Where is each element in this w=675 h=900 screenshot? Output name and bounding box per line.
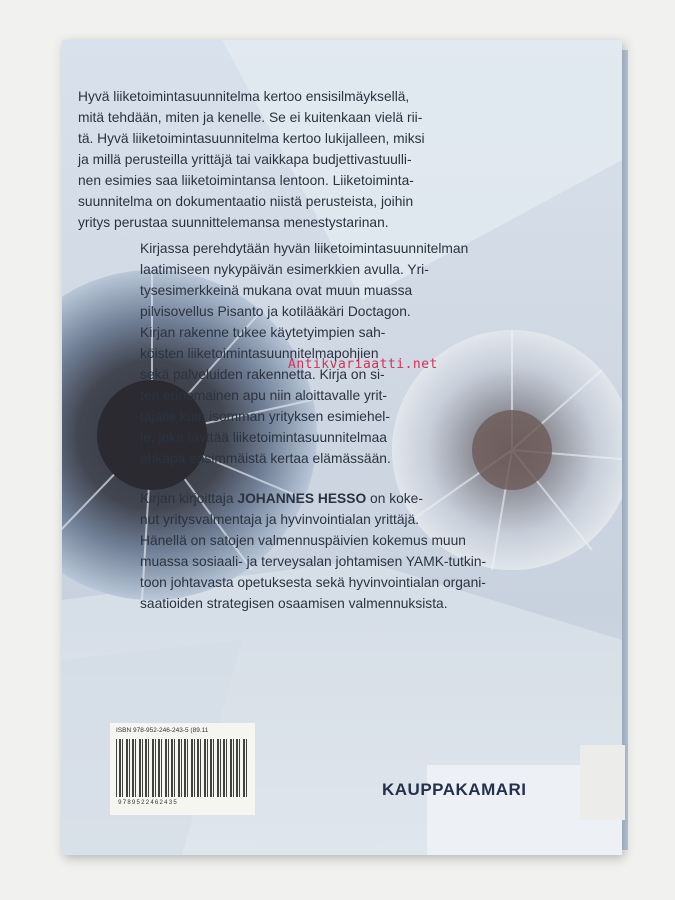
text-line: sekä palveluiden rakennetta. Kirja on si- — [140, 367, 385, 382]
author-intro-end: on koke- — [366, 491, 423, 506]
publisher-logo: KAUPPAKAMARI — [382, 780, 527, 799]
text-line: tä. Hyvä liiketoimintasuunnitelma kertoo lukijalleen, miksi — [78, 131, 425, 146]
text-line: ehkäpä ensimmäistä kertaa elämässään. — [140, 451, 391, 466]
text-line: Kirjassa perehdytään hyvän liiketoimintasuunnitelman — [140, 241, 469, 256]
text-line: laatimiseen nykypäivän esimerkkien avulla. Yri- — [140, 262, 429, 277]
author-name: JOHANNES HESSO — [237, 491, 367, 506]
text-line: nut yritysvalmentaja ja hyvinvointialan yrittäjä. — [140, 512, 420, 527]
isbn-text: ISBN 978-952-246-243-5 (89.11 — [116, 727, 209, 734]
author-paragraph — [140, 488, 486, 614]
text-line: ten erinomainen apu niin aloittavalle yrit- — [140, 388, 387, 403]
author-intro: Kirjan kirjoittaja — [140, 491, 238, 506]
barcode — [116, 739, 248, 797]
text-line — [140, 488, 486, 509]
text-line: yritys perustaa suunnittelemansa menestystarinan. — [78, 215, 389, 230]
barcode-digits: 9789522462435 — [118, 799, 178, 806]
text-line: nen esimies saa liiketoimintansa lentoon. Liiketoiminta- — [78, 173, 414, 188]
price-sticker — [580, 745, 625, 820]
text-line: muassa sosiaali- ja terveysalan johtamisen YAMK-tutkin- — [140, 554, 487, 569]
text-line: Kirjan rakenne tukee käytetyimpien sah- — [140, 325, 386, 340]
barcode-sticker — [110, 723, 255, 815]
text-line: suunnitelma on dokumentaatio niistä perusteista, joihin — [78, 194, 414, 209]
watermark: Antikvariaatti.net — [288, 357, 438, 372]
text-line: le, joka täyttää liiketoimintasuunnitelmaa — [140, 430, 387, 445]
intro-paragraph — [78, 86, 425, 233]
text-line: ja millä perusteilla yrittäjä tai vaikkapa budjettivastuulli- — [78, 152, 412, 167]
text-line: tysesimerkkeinä mukana ovat muun muassa — [140, 283, 413, 298]
text-line: saatioiden strategisen osaamisen valmennuksista. — [140, 596, 448, 611]
text-line: mitä tehdään, miten ja kenelle. Se ei kuitenkaan vielä rii- — [78, 110, 423, 125]
text-line: pilvisovellus Pisanto ja kotilääkäri Doctagon. — [140, 304, 411, 319]
text-line: köisten liiketoimintasuunnitelmapohjien — [140, 346, 379, 361]
content-paragraph — [140, 238, 468, 469]
text-line: Hyvä liiketoimintasuunnitelma kertoo ensisilmäyksellä, — [78, 89, 410, 104]
text-line: Hänellä on satojen valmennuspäivien kokemus muun — [140, 533, 466, 548]
text-line: toon johtavasta opetuksesta sekä hyvinvointialan organi- — [140, 575, 486, 590]
text-line: täjälle kuin isomman yrityksen esimiehel- — [140, 409, 390, 424]
